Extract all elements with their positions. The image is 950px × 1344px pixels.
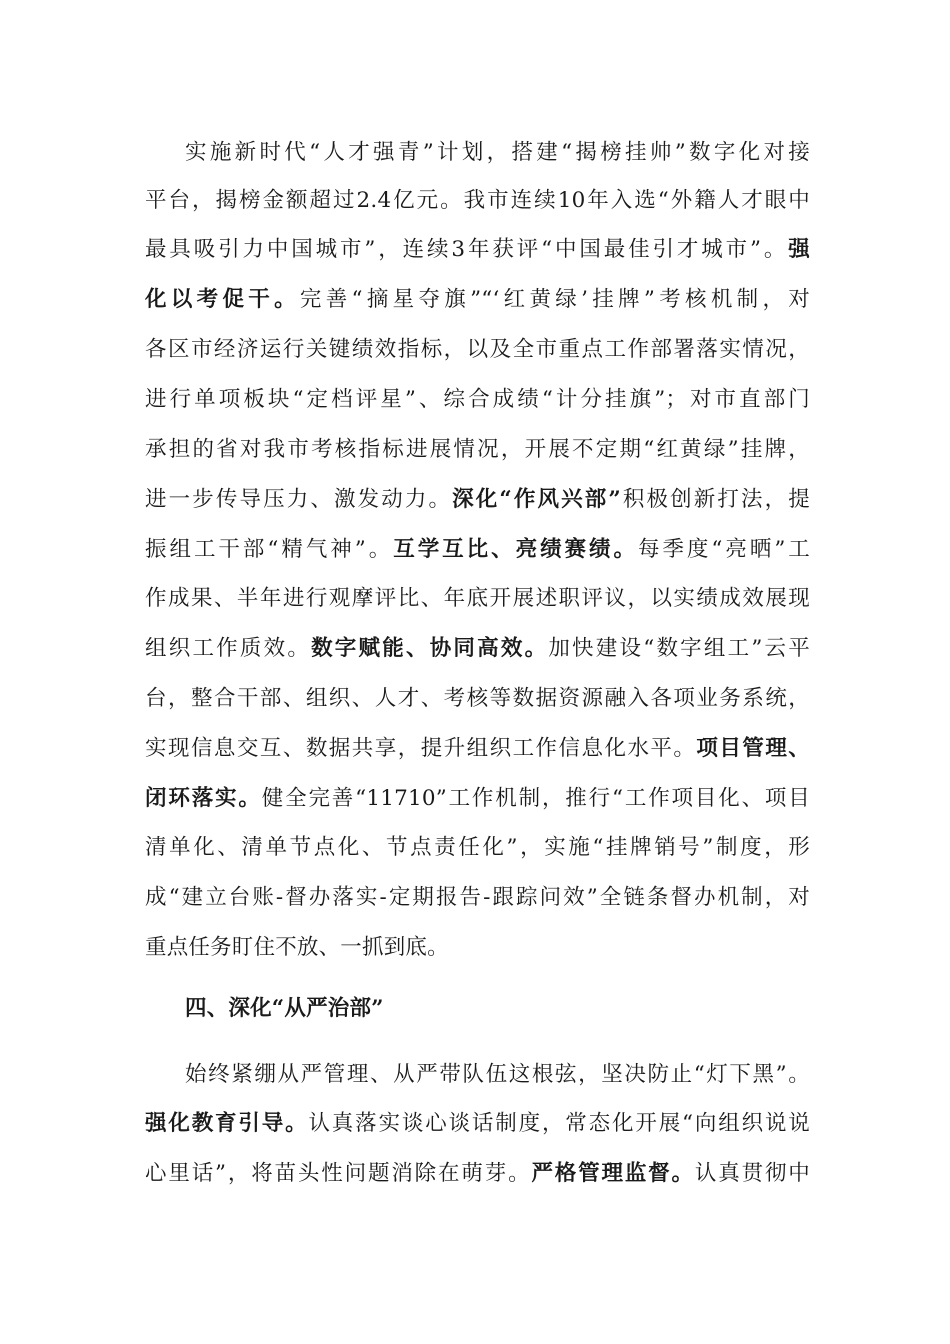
- text-run: 积极创新打法，提: [620, 487, 810, 512]
- paragraph-line: [145, 1159, 810, 1189]
- paragraph-line: [185, 1060, 810, 1090]
- text-run: 完善“摘星夺旗”“‘红黄绿’挂牌”考核机制，对: [299, 287, 810, 312]
- paragraph-line: [145, 435, 810, 465]
- bold-text: 数字赋能、协同高效。: [311, 636, 549, 661]
- text-run: 台，整合干部、组织、人才、考核等数据资源融入各项业务系统，: [145, 686, 810, 711]
- text-run: 实施新时代“人才强青”计划，搭建“揭榜挂帅”数字化对接: [185, 140, 810, 165]
- paragraph-line: [145, 933, 449, 963]
- text-run: 心里话”，将苗头性问题消除在萌芽。: [145, 1161, 532, 1186]
- paragraph-line: [145, 833, 810, 863]
- text-run: 平台，揭榜金额超过2.4亿元。我市连续10年入选“外籍人才眼中: [145, 188, 810, 213]
- paragraph-line: [145, 186, 810, 216]
- paragraph-line: [145, 734, 810, 764]
- paragraph-line: [145, 335, 810, 365]
- paragraph-line: [145, 485, 810, 515]
- section-heading: [185, 994, 384, 1024]
- text-run: 作成果、半年进行观摩评比、年底开展述职评议，以实绩成效展现: [145, 586, 810, 611]
- paragraph-line: [145, 285, 810, 315]
- text-run: 认真落实谈心谈话制度，常态化开展“向组织说说: [308, 1111, 810, 1136]
- bold-text: 项目管理、: [696, 736, 810, 761]
- text-run: 始终紧绷从严管理、从严带队伍这根弦，坚决防止“灯下黑”。: [185, 1062, 810, 1087]
- paragraph-line: [185, 138, 810, 168]
- text-run: 组织工作质效。: [145, 636, 312, 661]
- bold-text: 闭环落实。: [145, 786, 262, 811]
- text-run: 承担的省对我市考核指标进展情况，开展不定期“红黄绿”挂牌，: [145, 437, 810, 462]
- paragraph-line: [145, 235, 810, 265]
- bold-text: 化以考促干。: [145, 287, 300, 312]
- text-run: 认真贯彻中: [694, 1161, 810, 1186]
- bold-text: 严格管理监督。: [531, 1161, 695, 1186]
- paragraph-line: [145, 535, 810, 565]
- text-run: 加快建设“数字组工”云平: [548, 636, 810, 661]
- paragraph-line: [145, 634, 810, 664]
- bold-text: 深化“作风兴部”: [452, 487, 621, 512]
- text-run: 清单化、清单节点化、节点责任化”，实施“挂牌销号”制度，形: [145, 835, 810, 860]
- bold-text: 互学互比、亮绩赛绩。: [393, 537, 638, 562]
- text-run: 振组工干部“精气神”。: [145, 537, 394, 562]
- bold-text: 强化教育引导。: [145, 1111, 309, 1136]
- text-run: 成“建立台账-督办落实-定期报告-跟踪问效”全链条督办机制，对: [145, 885, 810, 910]
- text-run: 健全完善“11710”工作机制，推行“工作项目化、项目: [261, 786, 810, 811]
- text-run: 最具吸引力中国城市”，连续3年获评“中国最佳引才城市”。: [145, 237, 789, 262]
- paragraph-line: [145, 1109, 810, 1139]
- text-run: 各区市经济运行关键绩效指标，以及全市重点工作部署落实情况，: [145, 337, 810, 362]
- paragraph-line: [145, 883, 810, 913]
- paragraph-line: [145, 584, 810, 614]
- bold-text: 强: [788, 237, 810, 262]
- text-run: 每季度“亮晒”工: [637, 537, 810, 562]
- text-run: 实现信息交互、数据共享，提升组织工作信息化水平。: [145, 736, 697, 761]
- paragraph-line: [145, 385, 810, 415]
- paragraph-line: [145, 784, 810, 814]
- bold-text: 四、深化“从严治部”: [185, 996, 384, 1021]
- text-run: 进一步传导压力、激发动力。: [145, 487, 453, 512]
- text-run: 进行单项板块“定档评星”、综合成绩“计分挂旗”；对市直部门: [145, 387, 810, 412]
- paragraph-line: [145, 684, 810, 714]
- text-run: 重点任务盯住不放、一抓到底。: [145, 935, 449, 960]
